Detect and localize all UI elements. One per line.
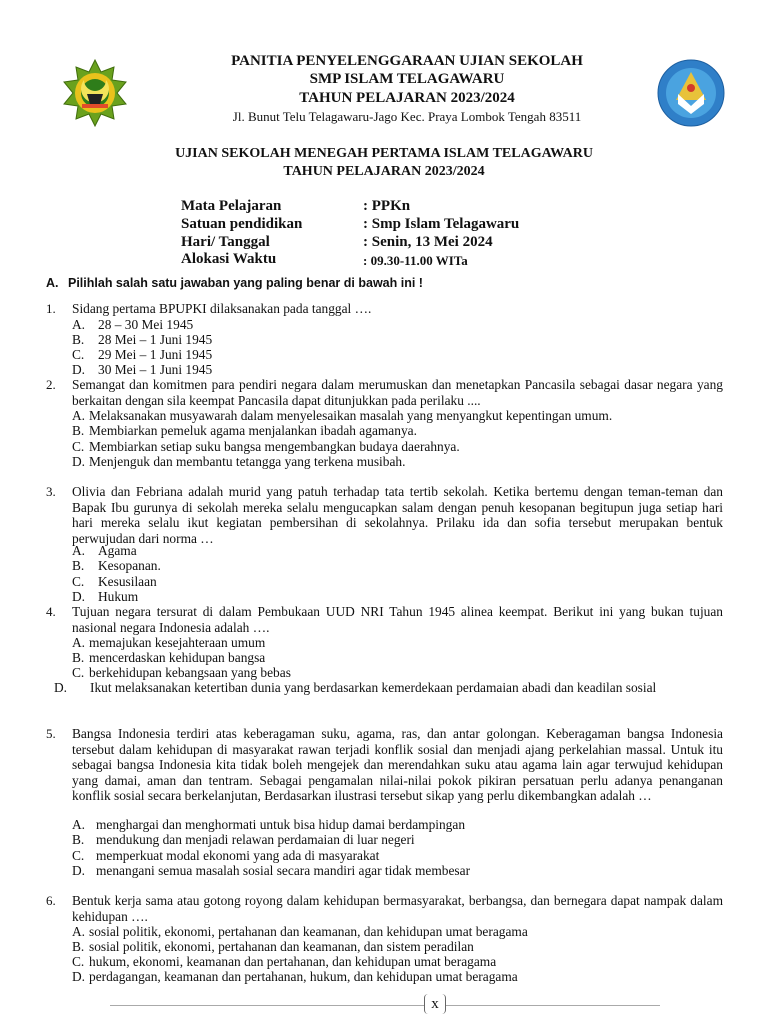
- section-instruction: [46, 276, 423, 290]
- option-text: mencerdaskan kehidupan bangsa: [89, 650, 266, 665]
- question-number: 3.: [46, 484, 56, 499]
- question-number: 6.: [46, 893, 56, 908]
- option-text: sosial politik, ekonomi, pertahanan dan keamanan, dan kehidupan umat beragama: [89, 924, 528, 939]
- page-marker: x: [424, 994, 446, 1014]
- option-letter: D.: [72, 362, 86, 377]
- exam-year: TAHUN PELAJARAN 2023/2024: [283, 164, 485, 179]
- info-label-duration: Alokasi Waktu: [181, 251, 277, 267]
- option-text: mendukung dan menjadi relawan perdamaian di luar negeri: [96, 832, 415, 847]
- answer-option: [72, 863, 723, 878]
- info-label-date: Hari/ Tanggal: [181, 234, 270, 250]
- answer-option: [72, 574, 723, 589]
- answer-option: [72, 665, 723, 680]
- answer-option: [72, 589, 723, 604]
- option-letter: C.: [72, 347, 85, 362]
- option-letter: B.: [72, 558, 85, 573]
- school-name: SMP ISLAM TELAGAWARU: [309, 71, 505, 87]
- answer-option: [72, 454, 723, 469]
- section-instruction-text: Pilihlah salah satu jawaban yang paling benar di bawah ini !: [68, 276, 423, 290]
- answer-option: [72, 362, 723, 377]
- answer-option: [72, 817, 723, 832]
- option-letter: A.: [72, 635, 86, 650]
- section-label: A.: [46, 276, 59, 290]
- option-text: Membiarkan pemeluk agama menjalankan ibadah agamanya.: [89, 423, 417, 438]
- option-text: perdagangan, keamanan dan pertahanan, hukum, dan kehidupan umat beragama: [89, 969, 518, 984]
- info-value-date: : Senin, 13 Mei 2024: [363, 234, 493, 250]
- answer-option: [72, 939, 723, 954]
- question-number: 4.: [46, 604, 56, 619]
- option-text: 30 Mei – 1 Juni 1945: [98, 362, 213, 377]
- option-letter: C.: [72, 439, 85, 454]
- academic-year: TAHUN PELAJARAN 2023/2024: [299, 90, 515, 106]
- option-letter: D.: [72, 969, 86, 984]
- answer-option: [54, 680, 723, 695]
- answer-option: [72, 832, 723, 847]
- option-text: Agama: [98, 543, 137, 558]
- answer-option: [72, 848, 723, 863]
- option-text: berkehidupan kebangsaan yang bebas: [89, 665, 291, 680]
- option-letter: C.: [72, 954, 85, 969]
- question-text: Semangat dan komitmen para pendiri negara dalam merumuskan dan menetapkan Pancasila sebagai dasar negara yang berkaitan dengan sila keempat Pancasila dapat ditunjukkan pada perilaku ....: [72, 377, 723, 408]
- school-emblem-logo: [60, 58, 130, 128]
- answer-option: [72, 347, 723, 362]
- option-letter: C.: [72, 848, 85, 863]
- tut-wuri-handayani-logo: [652, 58, 730, 128]
- answer-option: [72, 317, 723, 332]
- option-text: Kesusilaan: [98, 574, 157, 589]
- option-text: 28 – 30 Mei 1945: [98, 317, 194, 332]
- option-text: memperkuat modal ekonomi yang ada di masyarakat: [96, 848, 380, 863]
- option-text: memajukan kesejahteraan umum: [89, 635, 266, 650]
- exam-title: UJIAN SEKOLAH MENEGAH PERTAMA ISLAM TELAGAWARU: [175, 146, 593, 161]
- option-letter: B.: [72, 423, 85, 438]
- option-text: Hukum: [98, 589, 139, 604]
- info-value-duration: : 09.30-11.00 WITa: [363, 253, 468, 268]
- question-text: Sidang pertama BPUPKI dilaksanakan pada tanggal ….: [72, 301, 372, 316]
- option-text: Melaksanakan musyawarah dalam menyelesaikan masalah yang menyangkut kepentingan umum.: [89, 408, 613, 423]
- option-letter: A.: [72, 317, 86, 332]
- question-text: Bentuk kerja sama atau gotong royong dalam kehidupan bermasyarakat, berbangsa, dan bernegara dapat nampak dalam kehidupan ….: [72, 893, 723, 924]
- option-text: menangani semua masalah sosial secara mandiri agar tidak membesar: [96, 863, 471, 878]
- question-number: 2.: [46, 377, 56, 392]
- option-letter: C.: [72, 574, 85, 589]
- answer-option: [72, 954, 723, 969]
- option-text: sosial politik, ekonomi, pertahanan dan keamanan, dan sistem peradilan: [89, 939, 474, 954]
- option-letter: B.: [72, 832, 85, 847]
- committee-title: PANITIA PENYELENGGARAAN UJIAN SEKOLAH: [231, 53, 583, 69]
- answer-option: [72, 408, 723, 423]
- answer-option: [72, 332, 723, 347]
- question-text: Bangsa Indonesia terdiri atas keberagaman suku, agama, ras, dan antar golongan. Keberagaman bangsa Indonesia tersebut dalam kehidupan di masyarakat rawan terjadi konflik sosial dan menjadi ajang perkelahian massal. Untuk itu sebagai bangsa Indonesia kita tidak boleh mengejek dan merendahkan suku atau agama lain agar terwujud kehidupan yang damai, aman dan tentram. Sebagai pengamalan nilai-nilai pokok pikiran persatuan perlu adanya penanganan konflik sosial secara berkelanjutan, Berdasarkan ilustrasi tersebut sikap yang perlu dikembangkan adalah …: [72, 726, 723, 804]
- answer-option: [72, 650, 723, 665]
- option-letter: B.: [72, 650, 85, 665]
- option-letter: C.: [72, 665, 85, 680]
- school-address: Jl. Bunut Telu Telagawaru-Jago Kec. Praya Lombok Tengah 83511: [232, 109, 582, 124]
- answer-option: [72, 969, 723, 984]
- answer-option: [72, 423, 723, 438]
- question-number: 1.: [46, 301, 56, 316]
- answer-option: [72, 543, 723, 558]
- option-letter: A.: [72, 817, 86, 832]
- info-value-subject: : PPKn: [363, 198, 411, 214]
- option-text: Menjenguk dan membantu tetangga yang terkena musibah.: [89, 454, 406, 469]
- option-letter: B.: [72, 332, 85, 347]
- option-text: menghargai dan menghormati untuk bisa hidup damai berdampingan: [96, 817, 466, 832]
- info-label-subject: Mata Pelajaran: [181, 198, 282, 214]
- info-value-school: : Smp Islam Telagawaru: [363, 216, 520, 232]
- option-text: hukum, ekonomi, keamanan dan pertahanan, dan kehidupan umat beragama: [89, 954, 497, 969]
- option-letter: A.: [72, 408, 86, 423]
- answer-option: [72, 439, 723, 454]
- option-letter: D.: [72, 454, 86, 469]
- option-text: 29 Mei – 1 Juni 1945: [98, 347, 213, 362]
- question-text: Tujuan negara tersurat di dalam Pembukaan UUD NRI Tahun 1945 alinea keempat. Berikut ini yang bukan tujuan nasional negara Indonesia adalah ….: [72, 604, 723, 635]
- option-letter: B.: [72, 939, 85, 954]
- option-text: Ikut melaksanakan ketertiban dunia yang berdasarkan kemerdekaan perdamaian abadi dan keadilan sosial: [90, 680, 657, 695]
- question-text: Olivia dan Febriana adalah murid yang patuh terhadap tata tertib sekolah. Ketika bertemu dengan teman-teman dan Bapak Ibu gurunya di sekolah mereka selalu mengucapkan salam dengan penuh kesopanan begitupun juga setiap hari hari mereka selalu ikut kegiatan pembersihan di sekolahnya. Prilaku ida dan sofia tersebut merupakan bentuk perwujudan dari norma …: [72, 484, 723, 546]
- question-number: 5.: [46, 726, 56, 741]
- option-letter: A.: [72, 543, 86, 558]
- answer-option: [72, 635, 723, 650]
- option-letter: A.: [72, 924, 86, 939]
- option-letter: D.: [54, 680, 68, 695]
- info-label-school: Satuan pendidikan: [181, 216, 303, 232]
- option-text: Membiarkan setiap suku bangsa mengembangkan budaya daerahnya.: [89, 439, 460, 454]
- option-text: 28 Mei – 1 Juni 1945: [98, 332, 213, 347]
- option-letter: D.: [72, 589, 86, 604]
- footer-divider: [110, 1005, 660, 1006]
- answer-option: [72, 558, 723, 573]
- option-text: Kesopanan.: [98, 558, 161, 573]
- answer-option: [72, 924, 723, 939]
- option-letter: D.: [72, 863, 86, 878]
